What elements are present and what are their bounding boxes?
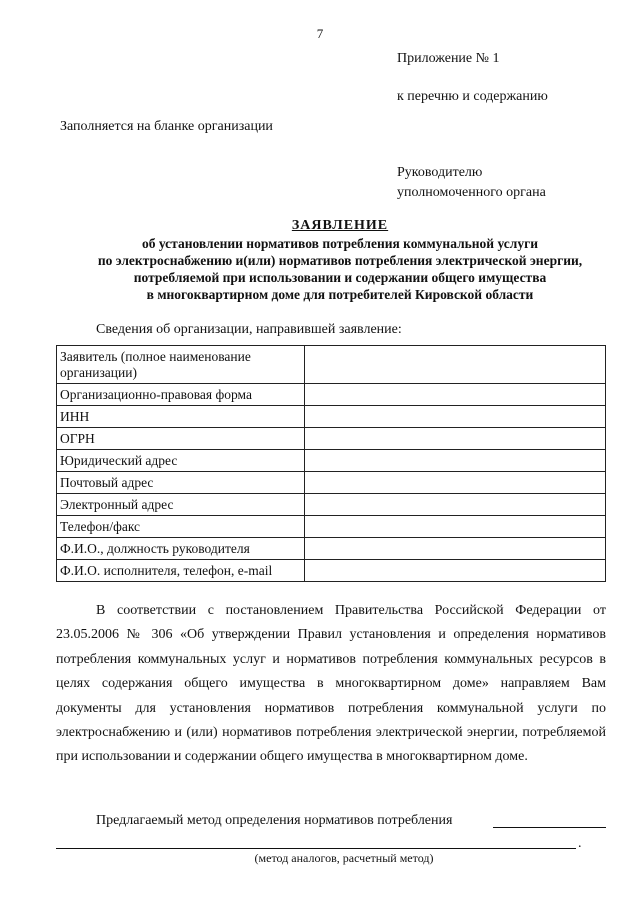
addressee-line-1: Руководителю <box>397 165 483 180</box>
row-label: Электронный адрес <box>57 494 305 516</box>
table-row <box>57 472 606 494</box>
table-row <box>57 406 606 428</box>
org-info-table <box>56 345 606 582</box>
row-value-field[interactable] <box>305 516 606 538</box>
row-label: Заявитель (полное наименование организации) <box>57 346 305 384</box>
document-title <box>40 217 640 303</box>
row-value-field[interactable] <box>305 494 606 516</box>
row-value-field[interactable] <box>305 560 606 582</box>
row-value-field[interactable] <box>305 406 606 428</box>
row-label: ИНН <box>57 406 305 428</box>
row-value-field[interactable] <box>305 450 606 472</box>
table-row <box>57 538 606 560</box>
method-input-line[interactable] <box>493 827 606 828</box>
table-row <box>57 346 606 384</box>
addressee-line-2: уполномоченного органа <box>397 185 546 200</box>
title-line: потребляемой при использовании и содержании общего имущества <box>133 270 547 285</box>
row-label: Юридический адрес <box>57 450 305 472</box>
title-line: по электроснабжению и(или) нормативов потребления электрической энергии, <box>97 253 583 268</box>
page-number: 7 <box>316 26 324 41</box>
appendix-number: Приложение № 1 <box>397 51 500 66</box>
row-label: Ф.И.О. исполнителя, телефон, e-mail <box>57 560 305 582</box>
method-hint: (метод аналогов, расчетный метод) <box>254 851 434 865</box>
table-row <box>57 384 606 406</box>
form-note: Заполняется на бланке организации <box>60 119 273 134</box>
method-label: Предлагаемый метод определения нормативов потребления <box>96 813 453 828</box>
method-continuation-line[interactable] <box>56 848 576 849</box>
row-value-field[interactable] <box>305 346 606 384</box>
body-paragraph <box>56 599 606 770</box>
title-line: в многоквартирном доме для потребителей Кировской области <box>146 287 534 302</box>
title-main: ЗАЯВЛЕНИЕ <box>291 218 389 233</box>
body-paragraph-text: В соответствии с постановлением Правительства Российской Федерации от 23.05.2006 № 306 «Об утверждении Правил установления и определения нормативов потребления коммунальных услуг и нормативов потребления коммунальных ресурсов в целях содержания общего имущества в многоквартирном доме» направляем Вам документы для установления нормативов потребления коммунальной услуги по электроснабжению и (или) нормативов потребления электрической энергии, потребляемой при использовании и содержании общего имущества в многоквартирном доме. <box>56 603 606 765</box>
row-label: ОГРН <box>57 428 305 450</box>
row-label: Ф.И.О., должность руководителя <box>57 538 305 560</box>
row-value-field[interactable] <box>305 472 606 494</box>
table-row <box>57 428 606 450</box>
title-line: об установлении нормативов потребления коммунальной услуги <box>141 236 539 251</box>
table-row <box>57 516 606 538</box>
appendix-reference: к перечню и содержанию <box>397 89 548 104</box>
row-value-field[interactable] <box>305 384 606 406</box>
table-row <box>57 494 606 516</box>
row-value-field[interactable] <box>305 538 606 560</box>
table-row <box>57 450 606 472</box>
row-label: Почтовый адрес <box>57 472 305 494</box>
org-info-heading: Сведения об организации, направившей заявление: <box>96 322 402 337</box>
line-end-period: . <box>578 836 582 851</box>
row-label: Организационно-правовая форма <box>57 384 305 406</box>
row-label: Телефон/факс <box>57 516 305 538</box>
table-row <box>57 560 606 582</box>
row-value-field[interactable] <box>305 428 606 450</box>
